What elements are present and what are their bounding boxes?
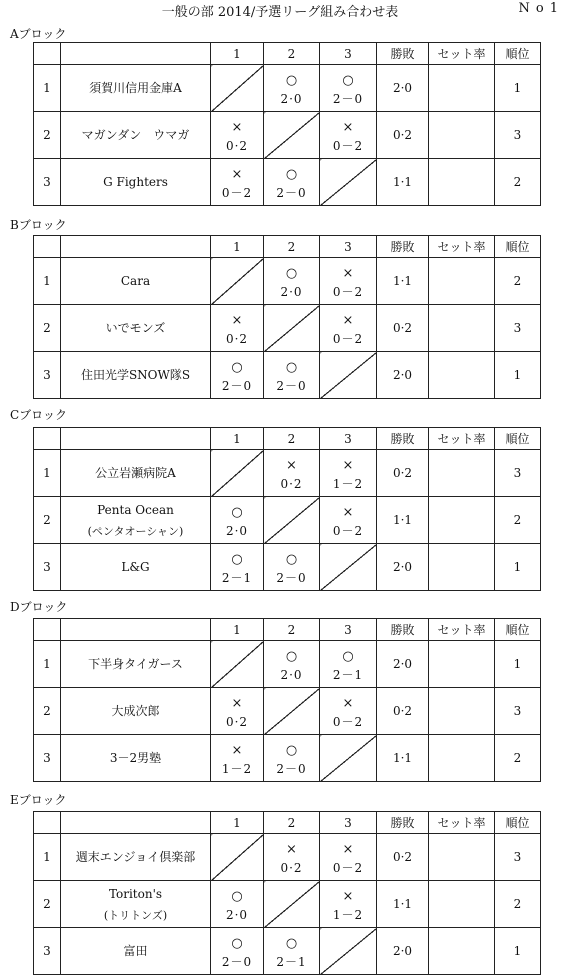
header-blank-cell [61, 236, 211, 258]
table-row [34, 112, 541, 159]
team-number: 2 [34, 305, 61, 352]
result-mark: ○ [285, 552, 298, 567]
team-name: G Fighters [103, 175, 168, 189]
column-header: 2 [264, 619, 320, 641]
header-blank-cell [61, 428, 211, 450]
result-mark: × [231, 743, 243, 758]
column-header: 1 [211, 428, 264, 450]
team-number: 2 [34, 112, 61, 159]
result-mark: × [342, 842, 354, 857]
match-result [320, 65, 377, 112]
win-loss: 0·2 [377, 112, 429, 159]
set-rate [429, 258, 495, 305]
result-score: 2－1 [276, 955, 307, 969]
team-number: 1 [34, 65, 61, 112]
column-header: 2 [264, 812, 320, 834]
column-header: 順位 [495, 43, 541, 65]
team-name-cell [61, 450, 211, 497]
set-rate [429, 735, 495, 782]
result-mark: ○ [342, 73, 354, 88]
table-row [34, 352, 541, 399]
rank: 2 [495, 258, 541, 305]
table-row [34, 641, 541, 688]
table-row [34, 834, 541, 881]
self-match-diagonal [320, 735, 377, 782]
win-loss: 0·2 [377, 834, 429, 881]
result-mark: × [231, 120, 243, 135]
result-score: 0－2 [332, 139, 364, 153]
result-score: 2·0 [280, 285, 303, 299]
match-result [264, 928, 320, 975]
match-result [211, 112, 264, 159]
table-header-row [34, 619, 541, 641]
match-result [264, 641, 320, 688]
rank: 2 [495, 881, 541, 928]
table-row [34, 159, 541, 206]
result-score: 0－2 [332, 285, 364, 299]
result-score: 2－0 [276, 186, 307, 200]
self-match-diagonal [264, 688, 320, 735]
set-rate [429, 112, 495, 159]
team-number: 3 [34, 544, 61, 591]
team-name-cell [61, 258, 211, 305]
team-name-cell [61, 159, 211, 206]
column-header: 勝敗 [377, 619, 429, 641]
header-blank-cell [34, 428, 61, 450]
result-score: 0－2 [332, 332, 364, 346]
result-score: 0·2 [280, 477, 303, 491]
team-name: マガンダン ウマガ [81, 128, 190, 142]
team-name: Toriton's [108, 886, 163, 901]
result-score: 1－2 [221, 762, 253, 776]
match-result [264, 258, 320, 305]
result-mark: × [342, 458, 354, 473]
team-name: 公立岩瀬病院A [95, 466, 176, 480]
self-match-diagonal [264, 497, 320, 544]
column-header: 3 [320, 812, 377, 834]
self-match-diagonal [320, 352, 377, 399]
result-score: 2·0 [225, 908, 249, 922]
block-label: Dブロック [10, 600, 68, 614]
page-header [0, 0, 580, 18]
table-row [34, 497, 541, 544]
result-score: 2－1 [332, 668, 364, 682]
column-header: 勝敗 [377, 43, 429, 65]
page-title: 一般の部 2014/予選リーグ組み合わせ表 [161, 5, 399, 20]
rank: 1 [495, 65, 541, 112]
column-header: セット率 [429, 236, 495, 258]
win-loss: 2·0 [377, 352, 429, 399]
match-result [320, 258, 377, 305]
team-number: 1 [34, 258, 61, 305]
column-header: 勝敗 [377, 812, 429, 834]
column-header: 1 [211, 812, 264, 834]
column-header: 2 [264, 43, 320, 65]
rank: 3 [495, 112, 541, 159]
result-score: 2－1 [221, 571, 253, 585]
result-mark: ○ [285, 649, 298, 664]
match-result [211, 881, 264, 928]
rank: 1 [495, 544, 541, 591]
result-mark: ○ [231, 936, 243, 951]
result-mark: × [342, 120, 354, 135]
team-number: 1 [34, 450, 61, 497]
win-loss: 1·1 [377, 881, 429, 928]
team-name-cell [61, 65, 211, 112]
team-number: 1 [34, 641, 61, 688]
self-match-diagonal [264, 305, 320, 352]
column-header: 順位 [495, 236, 541, 258]
set-rate [429, 65, 495, 112]
column-header: 1 [211, 236, 264, 258]
team-name-cell [61, 688, 211, 735]
team-name-cell [61, 735, 211, 782]
rank: 2 [495, 159, 541, 206]
team-name: 須賀川信用金庫A [89, 81, 182, 95]
header-blank-cell [34, 812, 61, 834]
result-mark: × [286, 458, 297, 473]
result-mark: × [342, 313, 354, 328]
result-mark: × [342, 889, 354, 904]
match-result [264, 65, 320, 112]
self-match-diagonal [211, 834, 264, 881]
column-header: 順位 [495, 428, 541, 450]
table-row [34, 544, 541, 591]
set-rate [429, 688, 495, 735]
set-rate [429, 159, 495, 206]
table-header-row [34, 236, 541, 258]
self-match-diagonal [211, 641, 264, 688]
rank: 3 [495, 688, 541, 735]
header-blank-cell [61, 812, 211, 834]
rank: 3 [495, 305, 541, 352]
table-row [34, 928, 541, 975]
header-blank-cell [61, 43, 211, 65]
set-rate [429, 881, 495, 928]
result-mark: × [286, 842, 297, 857]
win-loss: 1·1 [377, 497, 429, 544]
match-result [211, 688, 264, 735]
column-header: 3 [320, 619, 377, 641]
match-result [264, 450, 320, 497]
team-name: Cara [120, 274, 151, 288]
table-row [34, 450, 541, 497]
result-mark: ○ [231, 552, 243, 567]
team-name: 住田光学SNOW隊S [80, 368, 191, 382]
team-name: 週末エンジョイ倶楽部 [75, 850, 196, 864]
team-number: 2 [34, 688, 61, 735]
set-rate [429, 352, 495, 399]
rank: 3 [495, 450, 541, 497]
result-score: 2－0 [221, 955, 253, 969]
win-loss: 2·0 [377, 641, 429, 688]
set-rate [429, 305, 495, 352]
team-name: L&G [121, 560, 150, 574]
result-score: 0·2 [280, 861, 303, 875]
set-rate [429, 834, 495, 881]
rank: 3 [495, 834, 541, 881]
team-name-cell [61, 305, 211, 352]
team-name-reading: (ペンタオーシャン) [87, 524, 184, 538]
rank: 1 [495, 928, 541, 975]
team-number: 1 [34, 834, 61, 881]
match-result [211, 544, 264, 591]
block-label: Eブロック [10, 793, 67, 807]
match-result [264, 735, 320, 782]
result-score: 0－2 [332, 524, 364, 538]
column-header: セット率 [429, 812, 495, 834]
result-mark: ○ [231, 889, 243, 904]
column-header: 3 [320, 236, 377, 258]
set-rate [429, 641, 495, 688]
column-header: 順位 [495, 812, 541, 834]
table-row [34, 735, 541, 782]
match-result [264, 159, 320, 206]
column-header: セット率 [429, 43, 495, 65]
result-score: 0·2 [225, 332, 249, 346]
result-score: 2－0 [276, 379, 307, 393]
result-score: 2·0 [280, 92, 303, 106]
win-loss: 0·2 [377, 305, 429, 352]
match-result [211, 159, 264, 206]
team-number: 3 [34, 928, 61, 975]
rank: 1 [495, 641, 541, 688]
self-match-diagonal [320, 928, 377, 975]
match-result [211, 305, 264, 352]
table-row [34, 688, 541, 735]
self-match-diagonal [211, 65, 264, 112]
rank: 1 [495, 352, 541, 399]
win-loss: 0·2 [377, 688, 429, 735]
result-score: 0·2 [225, 715, 249, 729]
result-mark: × [342, 696, 354, 711]
rank: 2 [495, 735, 541, 782]
match-result [211, 497, 264, 544]
table-header-row [34, 43, 541, 65]
set-rate [429, 928, 495, 975]
self-match-diagonal [211, 450, 264, 497]
team-name-cell [61, 641, 211, 688]
table-header-row [34, 428, 541, 450]
block-label: Cブロック [10, 408, 67, 422]
team-name-reading: (トリトンズ) [103, 908, 168, 922]
team-name-cell [61, 352, 211, 399]
header-blank-cell [34, 43, 61, 65]
result-score: 1－2 [332, 908, 364, 922]
team-number: 3 [34, 159, 61, 206]
result-score: 2－0 [332, 92, 364, 106]
team-name-cell [61, 834, 211, 881]
header-blank-cell [34, 619, 61, 641]
match-result [264, 352, 320, 399]
result-mark: ○ [285, 73, 298, 88]
team-number: 2 [34, 497, 61, 544]
result-mark: ○ [285, 266, 298, 281]
win-loss: 2·0 [377, 544, 429, 591]
team-name-cell [61, 928, 211, 975]
result-mark: ○ [231, 360, 243, 375]
team-name: 3－2男塾 [109, 751, 162, 765]
team-name-cell [61, 497, 211, 544]
page-number: No1 [518, 1, 564, 16]
team-name-cell [61, 881, 211, 928]
match-result [211, 735, 264, 782]
column-header: 勝敗 [377, 236, 429, 258]
match-result [320, 450, 377, 497]
result-score: 2－0 [276, 762, 307, 776]
team-name: 富田 [123, 944, 148, 958]
win-loss: 1·1 [377, 159, 429, 206]
result-mark: × [231, 167, 243, 182]
match-result [320, 688, 377, 735]
table-row [34, 65, 541, 112]
table-row [34, 258, 541, 305]
result-score: 2－0 [276, 571, 307, 585]
header-blank-cell [34, 236, 61, 258]
result-mark: ○ [285, 743, 298, 758]
block-label: Aブロック [10, 27, 67, 41]
match-result [320, 641, 377, 688]
self-match-diagonal [211, 258, 264, 305]
result-mark: ○ [342, 649, 354, 664]
team-name: Penta Ocean [97, 502, 174, 517]
set-rate [429, 497, 495, 544]
result-mark: ○ [285, 360, 298, 375]
result-score: 0·2 [225, 139, 249, 153]
self-match-diagonal [320, 544, 377, 591]
match-result [211, 352, 264, 399]
match-result [211, 928, 264, 975]
table-row [34, 305, 541, 352]
league-table [33, 427, 541, 591]
team-name-cell [61, 544, 211, 591]
set-rate [429, 450, 495, 497]
match-result [320, 881, 377, 928]
table-row [34, 881, 541, 928]
match-result [264, 834, 320, 881]
self-match-diagonal [320, 159, 377, 206]
column-header: 順位 [495, 619, 541, 641]
team-name-cell [61, 112, 211, 159]
result-mark: × [342, 505, 354, 520]
self-match-diagonal [264, 112, 320, 159]
league-table [33, 42, 541, 206]
team-number: 2 [34, 881, 61, 928]
result-mark: ○ [231, 505, 243, 520]
win-loss: 1·1 [377, 735, 429, 782]
league-table [33, 811, 541, 975]
match-result [264, 544, 320, 591]
set-rate [429, 544, 495, 591]
result-score: 2·0 [280, 668, 303, 682]
win-loss: 1·1 [377, 258, 429, 305]
league-table [33, 618, 541, 782]
match-result [320, 112, 377, 159]
league-table [33, 235, 541, 399]
win-loss: 0·2 [377, 450, 429, 497]
result-score: 2－0 [221, 379, 253, 393]
result-score: 1－2 [332, 477, 364, 491]
team-number: 3 [34, 735, 61, 782]
result-mark: × [231, 696, 243, 711]
team-number: 3 [34, 352, 61, 399]
match-result [320, 497, 377, 544]
result-mark: × [342, 266, 354, 281]
match-result [320, 834, 377, 881]
result-score: 0－2 [221, 186, 253, 200]
column-header: 3 [320, 43, 377, 65]
column-header: 1 [211, 43, 264, 65]
team-name: 下半身タイガース [88, 657, 183, 671]
team-name: 大成次郎 [111, 704, 160, 718]
result-mark: × [231, 313, 243, 328]
team-name: いでモンズ [105, 321, 166, 335]
block-label: Bブロック [10, 218, 67, 232]
result-mark: ○ [285, 167, 298, 182]
win-loss: 2·0 [377, 65, 429, 112]
column-header: セット率 [429, 619, 495, 641]
match-result [320, 305, 377, 352]
column-header: 2 [264, 428, 320, 450]
column-header: 2 [264, 236, 320, 258]
column-header: セット率 [429, 428, 495, 450]
win-loss: 2·0 [377, 928, 429, 975]
column-header: 3 [320, 428, 377, 450]
header-blank-cell [61, 619, 211, 641]
result-score: 2·0 [225, 524, 249, 538]
result-mark: ○ [285, 936, 298, 951]
result-score: 0－2 [332, 715, 364, 729]
column-header: 勝敗 [377, 428, 429, 450]
result-score: 0－2 [332, 861, 364, 875]
table-header-row [34, 812, 541, 834]
self-match-diagonal [264, 881, 320, 928]
column-header: 1 [211, 619, 264, 641]
rank: 2 [495, 497, 541, 544]
